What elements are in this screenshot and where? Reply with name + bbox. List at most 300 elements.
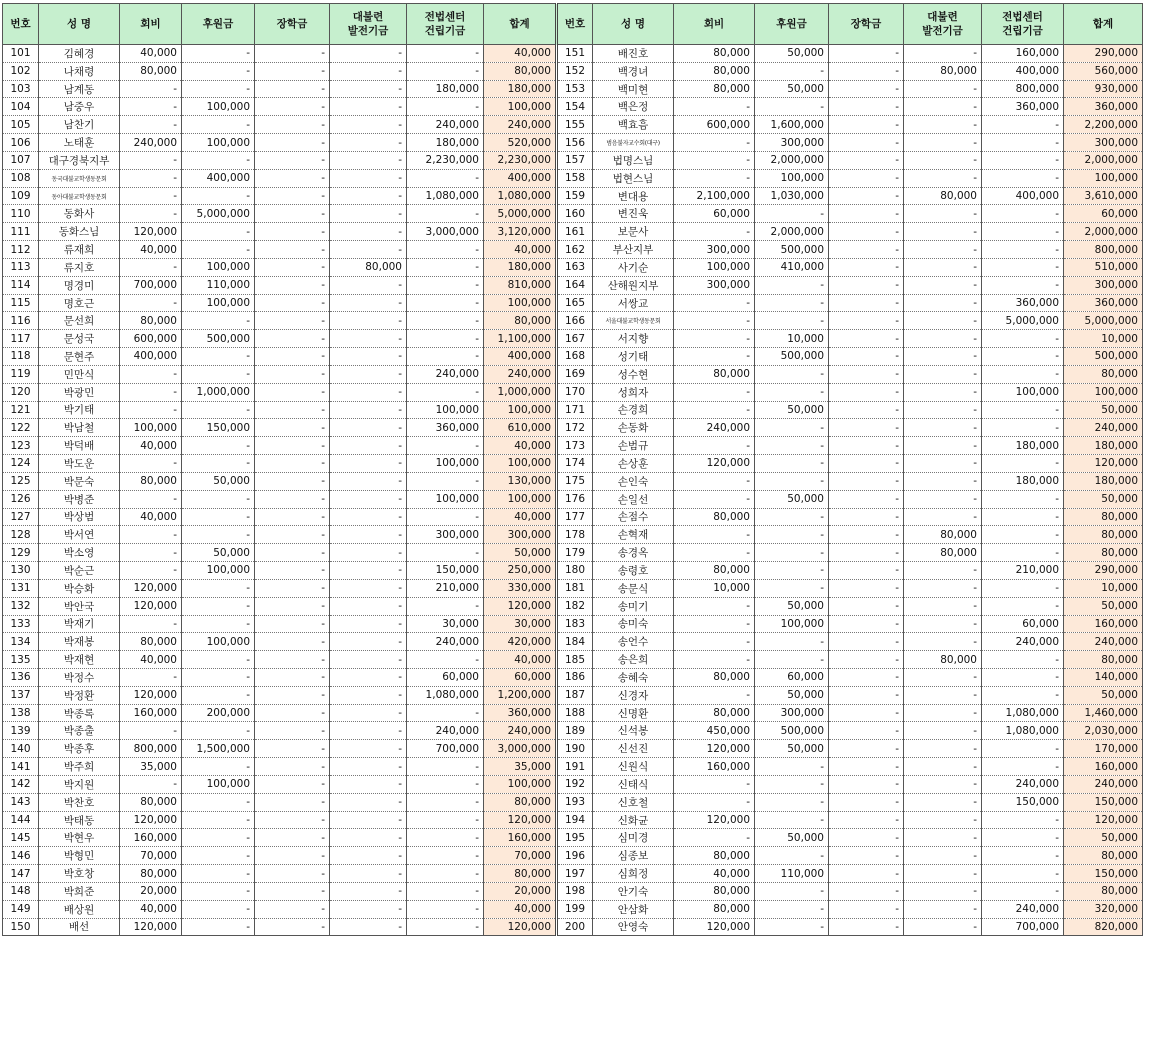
development-fund-cell[interactable]: - [330,205,407,223]
development-fund-cell[interactable]: - [330,633,407,651]
donation-cell[interactable]: 500,000 [755,348,829,366]
center-fund-cell[interactable]: - [982,116,1064,134]
donation-cell[interactable]: - [182,490,255,508]
row-name[interactable]: 송미숙 [593,615,674,633]
development-fund-cell[interactable]: 80,000 [904,187,982,205]
center-fund-cell[interactable]: - [407,472,484,490]
development-fund-cell[interactable]: - [330,348,407,366]
row-number[interactable]: 184 [557,633,593,651]
scholarship-cell[interactable]: - [829,508,904,526]
center-fund-cell[interactable]: - [982,811,1064,829]
row-number[interactable]: 162 [557,241,593,259]
scholarship-cell[interactable]: - [829,668,904,686]
scholarship-cell[interactable]: - [829,276,904,294]
row-name[interactable]: 대구경북지부 [39,151,120,169]
row-number[interactable]: 171 [557,401,593,419]
total-cell[interactable]: 120,000 [1064,455,1143,473]
total-cell[interactable]: 320,000 [1064,900,1143,918]
donation-cell[interactable]: - [755,847,829,865]
row-number[interactable]: 179 [557,544,593,562]
row-number[interactable]: 153 [557,80,593,98]
membership-fee-cell[interactable]: - [674,544,755,562]
development-fund-cell[interactable]: - [904,98,982,116]
center-fund-cell[interactable]: 400,000 [982,62,1064,80]
row-number[interactable]: 196 [557,847,593,865]
total-cell[interactable]: 2,000,000 [1064,151,1143,169]
total-cell[interactable]: 150,000 [1064,865,1143,883]
membership-fee-cell[interactable]: - [674,472,755,490]
center-fund-cell[interactable]: - [407,829,484,847]
row-number[interactable]: 151 [557,45,593,63]
total-cell[interactable]: 100,000 [1064,383,1143,401]
scholarship-cell[interactable]: - [255,401,330,419]
row-name[interactable]: 백미현 [593,80,674,98]
total-cell[interactable]: 2,200,000 [1064,116,1143,134]
membership-fee-cell[interactable]: 80,000 [674,900,755,918]
scholarship-cell[interactable]: - [255,187,330,205]
center-fund-cell[interactable]: - [982,508,1064,526]
center-fund-cell[interactable]: 100,000 [407,401,484,419]
center-fund-cell[interactable]: 800,000 [982,80,1064,98]
development-fund-cell[interactable]: - [904,865,982,883]
membership-fee-cell[interactable]: 40,000 [120,900,182,918]
row-name[interactable]: 손일선 [593,490,674,508]
row-name[interactable]: 배선 [39,918,120,936]
center-fund-cell[interactable]: - [407,793,484,811]
membership-fee-cell[interactable]: - [674,223,755,241]
total-cell[interactable]: 2,230,000 [484,151,557,169]
row-number[interactable]: 101 [3,45,39,63]
donation-cell[interactable]: 100,000 [755,169,829,187]
center-fund-cell[interactable]: 210,000 [407,579,484,597]
development-fund-cell[interactable]: - [904,918,982,936]
row-name[interactable]: 심종보 [593,847,674,865]
center-fund-cell[interactable]: - [982,882,1064,900]
total-cell[interactable]: 160,000 [1064,615,1143,633]
development-fund-cell[interactable]: - [330,116,407,134]
row-number[interactable]: 193 [557,793,593,811]
membership-fee-cell[interactable]: - [674,775,755,793]
donation-cell[interactable]: 500,000 [755,722,829,740]
development-fund-cell[interactable]: - [330,169,407,187]
membership-fee-cell[interactable]: - [120,205,182,223]
development-fund-cell[interactable]: - [330,151,407,169]
center-fund-cell[interactable]: - [407,651,484,669]
row-name[interactable]: 송은희 [593,651,674,669]
center-fund-cell[interactable]: 360,000 [982,98,1064,116]
scholarship-cell[interactable]: - [829,829,904,847]
scholarship-cell[interactable]: - [255,562,330,580]
row-name[interactable]: 손혁재 [593,526,674,544]
donation-cell[interactable]: 100,000 [182,98,255,116]
center-fund-cell[interactable]: 5,000,000 [982,312,1064,330]
development-fund-cell[interactable]: - [904,437,982,455]
row-name[interactable]: 백효흠 [593,116,674,134]
row-number[interactable]: 176 [557,490,593,508]
total-cell[interactable]: 100,000 [484,294,557,312]
center-fund-cell[interactable]: - [407,811,484,829]
donation-cell[interactable]: - [182,793,255,811]
header-development-fund[interactable]: 대불련 발전기금 [904,4,982,45]
row-number[interactable]: 103 [3,80,39,98]
membership-fee-cell[interactable]: 300,000 [674,241,755,259]
header-donation[interactable]: 후원금 [182,4,255,45]
donation-cell[interactable]: 2,000,000 [755,223,829,241]
row-number[interactable]: 164 [557,276,593,294]
total-cell[interactable]: 40,000 [484,241,557,259]
scholarship-cell[interactable]: - [829,526,904,544]
row-number[interactable]: 137 [3,686,39,704]
row-number[interactable]: 181 [557,579,593,597]
development-fund-cell[interactable]: - [330,811,407,829]
scholarship-cell[interactable]: - [255,579,330,597]
row-number[interactable]: 175 [557,472,593,490]
total-cell[interactable]: 810,000 [484,276,557,294]
center-fund-cell[interactable]: - [982,241,1064,259]
center-fund-cell[interactable]: 30,000 [407,615,484,633]
total-cell[interactable]: 80,000 [1064,847,1143,865]
donation-cell[interactable]: - [182,597,255,615]
total-cell[interactable]: 330,000 [484,579,557,597]
membership-fee-cell[interactable]: 120,000 [674,740,755,758]
scholarship-cell[interactable]: - [255,169,330,187]
row-number[interactable]: 121 [3,401,39,419]
membership-fee-cell[interactable]: 120,000 [674,811,755,829]
donation-cell[interactable]: - [755,882,829,900]
development-fund-cell[interactable]: - [904,633,982,651]
center-fund-cell[interactable]: 150,000 [407,562,484,580]
membership-fee-cell[interactable]: 80,000 [674,668,755,686]
membership-fee-cell[interactable]: 80,000 [120,633,182,651]
center-fund-cell[interactable]: 360,000 [982,294,1064,312]
row-name[interactable]: 신화균 [593,811,674,829]
row-number[interactable]: 197 [557,865,593,883]
center-fund-cell[interactable]: - [982,651,1064,669]
development-fund-cell[interactable]: - [904,847,982,865]
row-number[interactable]: 143 [3,793,39,811]
center-fund-cell[interactable]: - [982,579,1064,597]
total-cell[interactable]: 60,000 [1064,205,1143,223]
donation-cell[interactable]: - [755,579,829,597]
donation-cell[interactable]: - [755,544,829,562]
donation-cell[interactable]: - [755,633,829,651]
scholarship-cell[interactable]: - [255,882,330,900]
row-number[interactable]: 126 [3,490,39,508]
row-name[interactable]: 손범규 [593,437,674,455]
total-cell[interactable]: 240,000 [484,365,557,383]
scholarship-cell[interactable]: - [255,651,330,669]
row-name[interactable]: 박지원 [39,775,120,793]
center-fund-cell[interactable]: - [407,62,484,80]
membership-fee-cell[interactable]: 700,000 [120,276,182,294]
header-name[interactable]: 성 명 [39,4,120,45]
row-number[interactable]: 142 [3,775,39,793]
header-number[interactable]: 번호 [557,4,593,45]
center-fund-cell[interactable]: 160,000 [982,45,1064,63]
center-fund-cell[interactable]: 360,000 [407,419,484,437]
row-name[interactable]: 김혜경 [39,45,120,63]
center-fund-cell[interactable]: 1,080,000 [982,704,1064,722]
row-number[interactable]: 190 [557,740,593,758]
donation-cell[interactable]: 400,000 [182,169,255,187]
donation-cell[interactable]: - [182,526,255,544]
donation-cell[interactable]: 50,000 [755,401,829,419]
membership-fee-cell[interactable]: - [120,455,182,473]
scholarship-cell[interactable]: - [255,704,330,722]
row-name[interactable]: 심희정 [593,865,674,883]
development-fund-cell[interactable]: - [330,134,407,152]
development-fund-cell[interactable]: - [330,62,407,80]
row-number[interactable]: 131 [3,579,39,597]
development-fund-cell[interactable]: 80,000 [904,526,982,544]
donation-cell[interactable]: 150,000 [182,419,255,437]
donation-cell[interactable]: - [755,775,829,793]
development-fund-cell[interactable]: - [330,793,407,811]
center-fund-cell[interactable]: - [407,330,484,348]
total-cell[interactable]: 360,000 [484,704,557,722]
total-cell[interactable]: 140,000 [1064,668,1143,686]
donation-cell[interactable]: - [182,847,255,865]
row-name[interactable]: 박순근 [39,562,120,580]
donation-cell[interactable]: 60,000 [755,668,829,686]
center-fund-cell[interactable]: - [982,258,1064,276]
donation-cell[interactable]: - [755,455,829,473]
row-name[interactable]: 부산지부 [593,241,674,259]
scholarship-cell[interactable]: - [255,775,330,793]
scholarship-cell[interactable]: - [255,508,330,526]
row-name[interactable]: 문성국 [39,330,120,348]
donation-cell[interactable]: 50,000 [755,490,829,508]
total-cell[interactable]: 180,000 [1064,472,1143,490]
center-fund-cell[interactable]: - [407,169,484,187]
total-cell[interactable]: 80,000 [484,865,557,883]
row-number[interactable]: 110 [3,205,39,223]
development-fund-cell[interactable]: - [330,615,407,633]
development-fund-cell[interactable]: - [330,383,407,401]
membership-fee-cell[interactable]: 300,000 [674,276,755,294]
row-number[interactable]: 169 [557,365,593,383]
membership-fee-cell[interactable]: - [674,490,755,508]
row-name[interactable]: 나채령 [39,62,120,80]
center-fund-cell[interactable]: 400,000 [982,187,1064,205]
row-name[interactable]: 송경옥 [593,544,674,562]
row-number[interactable]: 127 [3,508,39,526]
row-name[interactable]: 박안국 [39,597,120,615]
membership-fee-cell[interactable]: 80,000 [674,882,755,900]
membership-fee-cell[interactable]: 40,000 [120,241,182,259]
row-name[interactable]: 변대용 [593,187,674,205]
donation-cell[interactable]: - [182,918,255,936]
development-fund-cell[interactable]: - [904,401,982,419]
development-fund-cell[interactable]: - [330,294,407,312]
development-fund-cell[interactable]: - [330,312,407,330]
row-name[interactable]: 동아대불교학생동문회 [39,187,120,205]
scholarship-cell[interactable]: - [255,544,330,562]
header-center-fund[interactable]: 전법센터 건립기금 [982,4,1064,45]
donation-cell[interactable]: - [755,918,829,936]
scholarship-cell[interactable]: - [829,544,904,562]
membership-fee-cell[interactable]: 40,000 [120,45,182,63]
row-name[interactable]: 박종록 [39,704,120,722]
total-cell[interactable]: 290,000 [1064,562,1143,580]
row-name[interactable]: 법명스님 [593,151,674,169]
donation-cell[interactable]: 100,000 [755,615,829,633]
membership-fee-cell[interactable]: 120,000 [120,918,182,936]
total-cell[interactable]: 100,000 [484,401,557,419]
donation-cell[interactable]: - [182,241,255,259]
donation-cell[interactable]: 500,000 [755,241,829,259]
center-fund-cell[interactable]: 3,000,000 [407,223,484,241]
scholarship-cell[interactable]: - [829,419,904,437]
membership-fee-cell[interactable]: - [674,651,755,669]
total-cell[interactable]: 560,000 [1064,62,1143,80]
scholarship-cell[interactable]: - [829,348,904,366]
row-name[interactable]: 박희준 [39,882,120,900]
membership-fee-cell[interactable]: 80,000 [674,508,755,526]
membership-fee-cell[interactable]: - [120,544,182,562]
scholarship-cell[interactable]: - [255,223,330,241]
development-fund-cell[interactable]: - [330,526,407,544]
row-name[interactable]: 동국대불교학생동문회 [39,169,120,187]
total-cell[interactable]: 50,000 [1064,401,1143,419]
membership-fee-cell[interactable]: - [674,169,755,187]
donation-cell[interactable]: 2,000,000 [755,151,829,169]
header-total[interactable]: 합계 [1064,4,1143,45]
scholarship-cell[interactable]: - [829,241,904,259]
total-cell[interactable]: 250,000 [484,562,557,580]
scholarship-cell[interactable]: - [255,419,330,437]
membership-fee-cell[interactable]: 2,100,000 [674,187,755,205]
row-number[interactable]: 174 [557,455,593,473]
scholarship-cell[interactable]: - [255,116,330,134]
row-name[interactable]: 송언수 [593,633,674,651]
center-fund-cell[interactable]: 60,000 [982,615,1064,633]
scholarship-cell[interactable]: - [255,865,330,883]
scholarship-cell[interactable]: - [829,437,904,455]
membership-fee-cell[interactable]: 80,000 [120,312,182,330]
scholarship-cell[interactable]: - [255,490,330,508]
membership-fee-cell[interactable]: - [674,383,755,401]
center-fund-cell[interactable]: - [407,704,484,722]
scholarship-cell[interactable]: - [829,187,904,205]
scholarship-cell[interactable]: - [255,758,330,776]
donation-cell[interactable]: 200,000 [182,704,255,722]
center-fund-cell[interactable]: - [982,169,1064,187]
row-name[interactable]: 박광민 [39,383,120,401]
donation-cell[interactable]: 50,000 [182,544,255,562]
total-cell[interactable]: 610,000 [484,419,557,437]
center-fund-cell[interactable]: - [982,330,1064,348]
donation-cell[interactable]: - [755,312,829,330]
development-fund-cell[interactable]: - [904,241,982,259]
center-fund-cell[interactable]: - [982,151,1064,169]
row-name[interactable]: 백경녀 [593,62,674,80]
membership-fee-cell[interactable]: 40,000 [120,651,182,669]
total-cell[interactable]: 1,100,000 [484,330,557,348]
row-number[interactable]: 124 [3,455,39,473]
development-fund-cell[interactable]: - [904,740,982,758]
row-name[interactable]: 손상훈 [593,455,674,473]
donation-cell[interactable]: 10,000 [755,330,829,348]
center-fund-cell[interactable]: - [407,241,484,259]
row-name[interactable]: 박덕배 [39,437,120,455]
development-fund-cell[interactable]: - [904,882,982,900]
row-name[interactable]: 송혜숙 [593,668,674,686]
scholarship-cell[interactable]: - [255,258,330,276]
row-number[interactable]: 138 [3,704,39,722]
scholarship-cell[interactable]: - [829,918,904,936]
membership-fee-cell[interactable]: - [120,294,182,312]
development-fund-cell[interactable]: - [330,401,407,419]
scholarship-cell[interactable]: - [255,151,330,169]
donation-cell[interactable]: - [182,882,255,900]
row-number[interactable]: 129 [3,544,39,562]
row-number[interactable]: 188 [557,704,593,722]
scholarship-cell[interactable]: - [829,223,904,241]
membership-fee-cell[interactable]: 80,000 [120,62,182,80]
row-number[interactable]: 170 [557,383,593,401]
center-fund-cell[interactable]: 240,000 [407,633,484,651]
scholarship-cell[interactable]: - [829,472,904,490]
row-number[interactable]: 144 [3,811,39,829]
development-fund-cell[interactable]: - [904,45,982,63]
membership-fee-cell[interactable]: 80,000 [674,847,755,865]
center-fund-cell[interactable]: - [982,758,1064,776]
center-fund-cell[interactable]: 100,000 [982,383,1064,401]
row-name[interactable]: 명호근 [39,294,120,312]
center-fund-cell[interactable]: 180,000 [407,80,484,98]
row-number[interactable]: 123 [3,437,39,455]
total-cell[interactable]: 120,000 [484,811,557,829]
row-number[interactable]: 185 [557,651,593,669]
center-fund-cell[interactable]: - [982,668,1064,686]
donation-cell[interactable]: 110,000 [755,865,829,883]
donation-cell[interactable]: - [755,98,829,116]
donation-cell[interactable]: - [755,365,829,383]
membership-fee-cell[interactable]: - [674,401,755,419]
total-cell[interactable]: 160,000 [1064,758,1143,776]
center-fund-cell[interactable]: 100,000 [407,455,484,473]
donation-cell[interactable]: - [182,116,255,134]
membership-fee-cell[interactable]: 80,000 [674,62,755,80]
center-fund-cell[interactable]: 700,000 [407,740,484,758]
donation-cell[interactable]: - [182,651,255,669]
scholarship-cell[interactable]: - [829,597,904,615]
row-number[interactable]: 195 [557,829,593,847]
row-number[interactable]: 200 [557,918,593,936]
donation-cell[interactable]: - [182,722,255,740]
scholarship-cell[interactable]: - [255,62,330,80]
scholarship-cell[interactable]: - [829,205,904,223]
donation-cell[interactable]: - [755,793,829,811]
center-fund-cell[interactable]: - [982,205,1064,223]
scholarship-cell[interactable]: - [829,847,904,865]
scholarship-cell[interactable]: - [255,294,330,312]
membership-fee-cell[interactable]: - [120,668,182,686]
donation-cell[interactable]: - [182,615,255,633]
row-name[interactable]: 보문사 [593,223,674,241]
total-cell[interactable]: 3,120,000 [484,223,557,241]
scholarship-cell[interactable]: - [255,98,330,116]
donation-cell[interactable]: 50,000 [755,597,829,615]
row-number[interactable]: 157 [557,151,593,169]
development-fund-cell[interactable]: - [904,383,982,401]
donation-cell[interactable]: - [755,758,829,776]
development-fund-cell[interactable]: 80,000 [904,651,982,669]
row-name[interactable]: 박종출 [39,722,120,740]
development-fund-cell[interactable]: 80,000 [330,258,407,276]
row-number[interactable]: 146 [3,847,39,865]
